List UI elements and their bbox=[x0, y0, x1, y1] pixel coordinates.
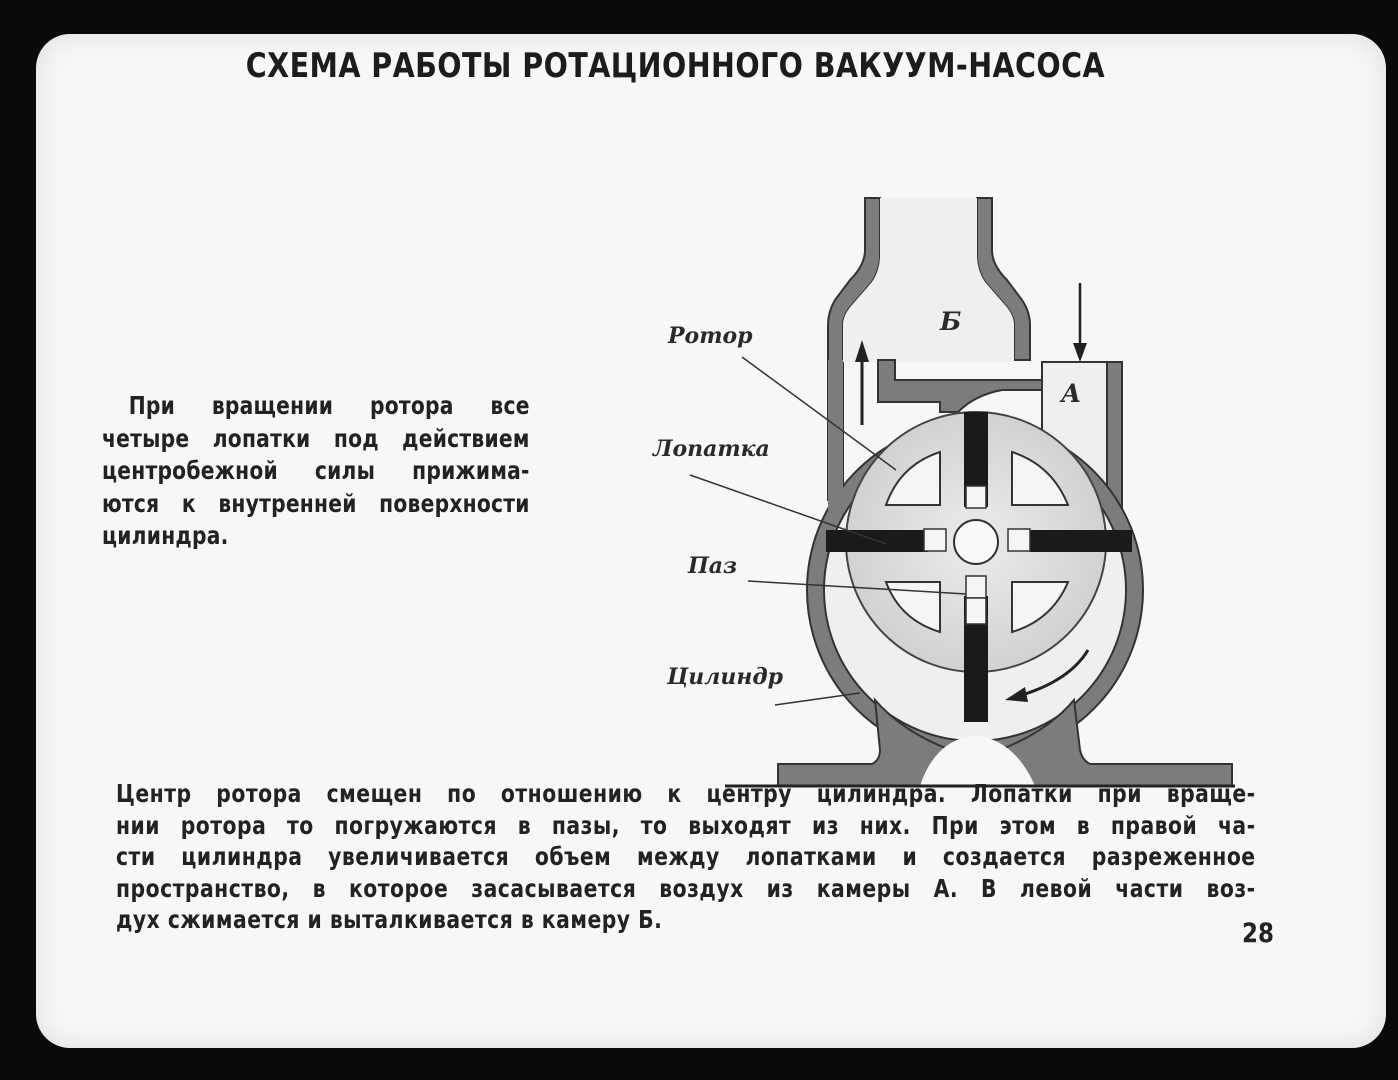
partition-wall bbox=[878, 360, 1042, 412]
page-title: СХЕМА РАБОТЫ РОТАЦИОННОГО ВАКУУМ-НАСОСА bbox=[245, 46, 1106, 86]
bottom-line: дух сжимается и выталкивается в камеру Б. bbox=[116, 905, 663, 935]
vane-right bbox=[1030, 530, 1132, 552]
label-slot: Паз bbox=[688, 553, 738, 579]
bottom-description bbox=[116, 778, 1256, 936]
page-number: 28 bbox=[1242, 918, 1274, 949]
side-line: центробежной силы прижима- bbox=[102, 456, 530, 485]
label-rotor: Ротор bbox=[668, 323, 753, 349]
rotor-hub bbox=[954, 520, 998, 564]
bottom-line: Центр ротора смещен по отношению к центру цилиндра. Лопатки при враще- bbox=[116, 779, 1256, 808]
label-vane: Лопатка bbox=[653, 436, 770, 462]
side-line: При вращении ротора все bbox=[128, 391, 530, 420]
bottom-line: нии ротора то погружаются в пазы, то выходят из них. При этом в правой ча- bbox=[116, 810, 1256, 840]
side-line: цилиндра. bbox=[102, 521, 229, 550]
label-chamber-b: Б bbox=[940, 307, 962, 336]
label-cylinder: Цилиндр bbox=[667, 664, 784, 690]
label-chamber-a: А bbox=[1061, 379, 1082, 408]
bottom-line: пространство, в которое засасывается воздух из камеры А. В левой части воз- bbox=[116, 873, 1256, 903]
bottom-line: сти цилиндра увеличивается объем между лопатками и создается разреженное bbox=[116, 842, 1256, 872]
side-line: четыре лопатки под действием bbox=[102, 423, 530, 453]
side-line: ются к внутренней поверхности bbox=[102, 488, 530, 518]
